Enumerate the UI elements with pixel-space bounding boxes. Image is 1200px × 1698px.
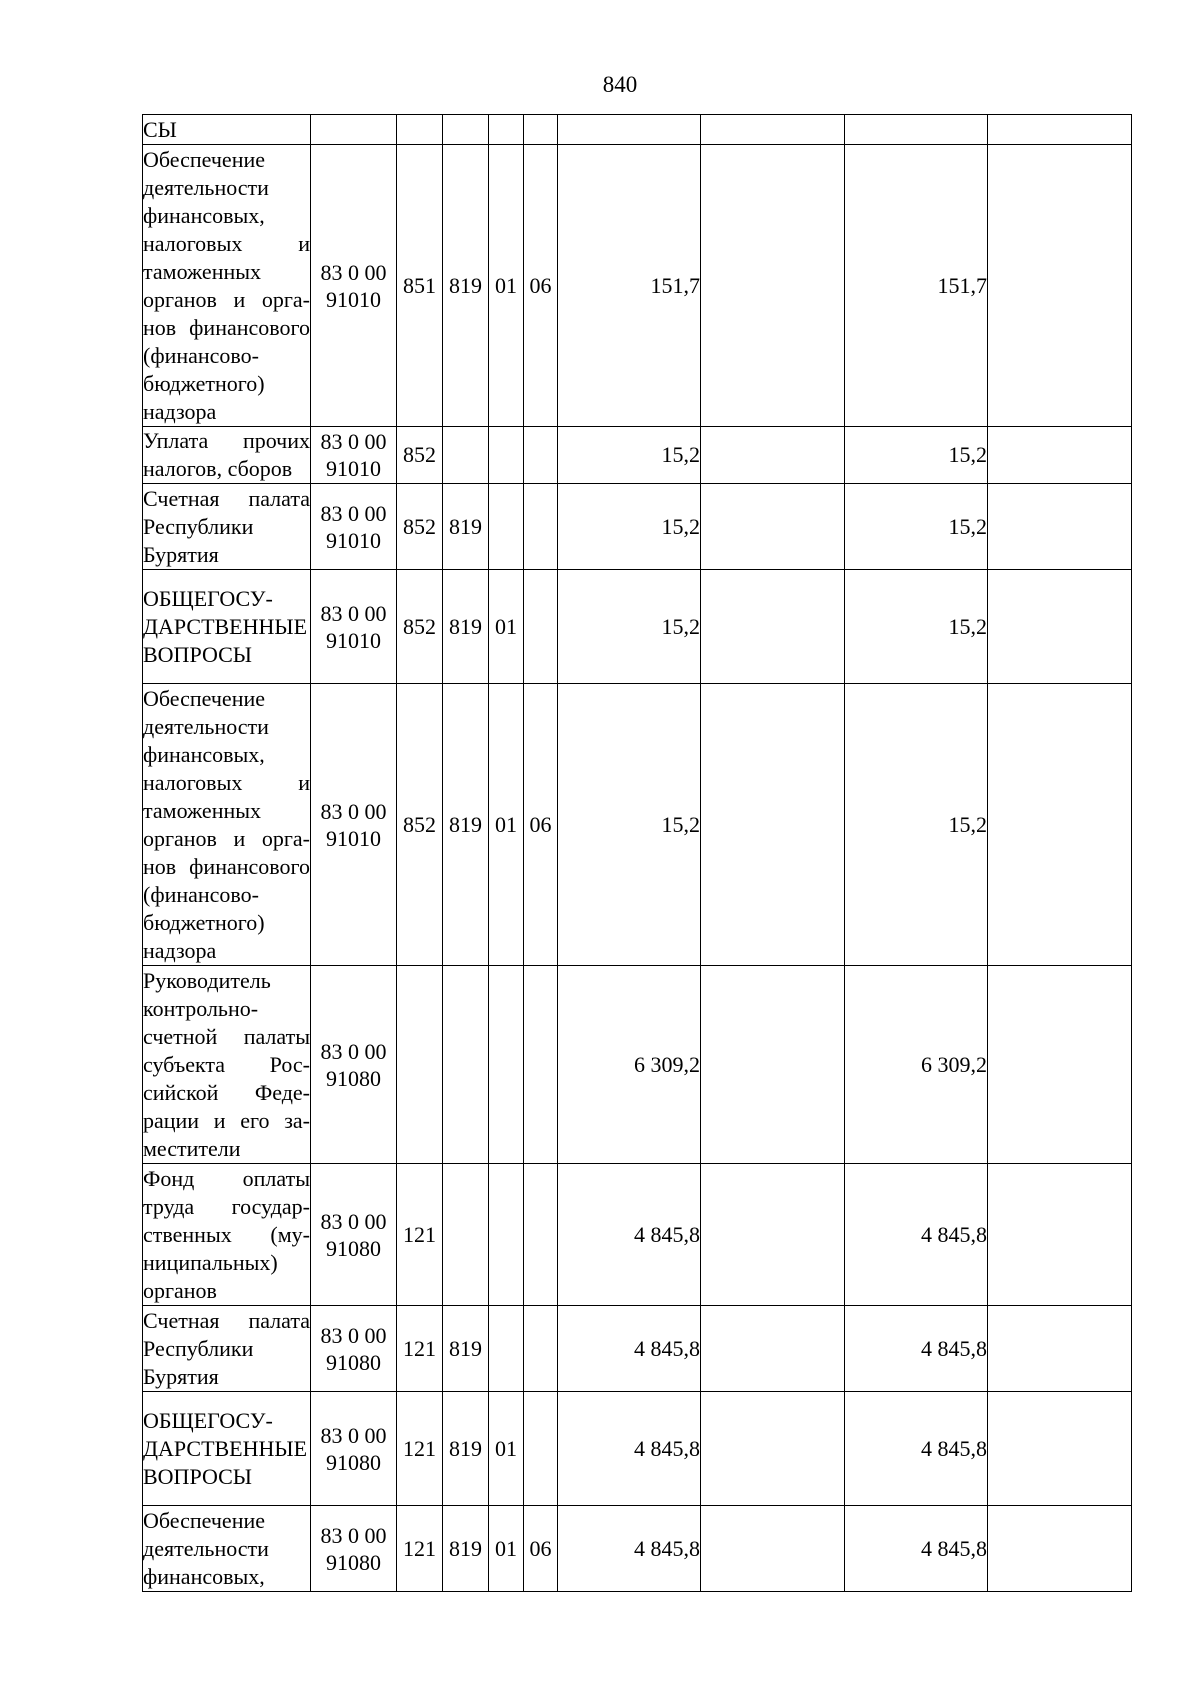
cell-section [489,966,524,1164]
cell-expense-type: 852 [397,427,443,484]
cell-expense-type: 121 [397,1306,443,1392]
cell-ministry [443,1164,489,1306]
cell-name: СЫ [143,115,311,145]
cell-amount-2 [701,484,845,570]
cell-amount-2 [701,684,845,966]
cell-amount-2 [701,427,845,484]
cell-name: Обеспечение деятельности финансовых, налоговых и таможенных органов и органов финансового (финансово-бюджетного) надзора [143,145,311,427]
page-number: 840 [602,72,638,97]
cell-amount-2 [701,1164,845,1306]
cell-section [489,1306,524,1392]
cell-amount-2 [701,570,845,684]
cell-ministry [443,427,489,484]
cell-target-article: 83 0 00 91080 [311,1506,397,1592]
cell-section: 01 [489,570,524,684]
cell-subsection [524,1306,558,1392]
cell-amount-4 [988,115,1132,145]
cell-amount-2 [701,115,845,145]
cell-subsection [524,966,558,1164]
cell-name: Руководитель контрольно-счетной палаты субъекта Российской Федерации и его заместители [143,966,311,1164]
cell-amount-2 [701,966,845,1164]
cell-amount-3: 15,2 [845,427,988,484]
cell-name: ОБЩЕГОСУДАРСТВЕННЫЕ ВОПРОСЫ [143,1392,311,1506]
table-row [143,1506,1132,1592]
cell-amount-4 [988,1392,1132,1506]
cell-amount-1: 4 845,8 [558,1506,701,1592]
cell-amount-3: 6 309,2 [845,966,988,1164]
cell-name: Фонд оплаты труда государственных (муниципальных) органов [143,1164,311,1306]
cell-amount-4 [988,1506,1132,1592]
cell-amount-2 [701,145,845,427]
cell-amount-2 [701,1392,845,1506]
cell-subsection [524,427,558,484]
cell-amount-1: 151,7 [558,145,701,427]
cell-target-article: 83 0 00 91010 [311,145,397,427]
budget-table [142,114,1132,1592]
table-row [143,115,1132,145]
cell-ministry: 819 [443,1306,489,1392]
cell-amount-4 [988,570,1132,684]
cell-section: 01 [489,1506,524,1592]
cell-amount-4 [988,484,1132,570]
cell-ministry: 819 [443,1506,489,1592]
cell-section [489,1164,524,1306]
table-row [143,1392,1132,1506]
cell-amount-4 [988,684,1132,966]
cell-section: 01 [489,145,524,427]
table-row [143,570,1132,684]
cell-expense-type: 121 [397,1164,443,1306]
cell-expense-type: 852 [397,570,443,684]
cell-amount-4 [988,145,1132,427]
table-body [143,115,1132,1592]
cell-name: Счетная палата Республики Бурятия [143,1306,311,1392]
cell-expense-type: 121 [397,1506,443,1592]
cell-target-article: 83 0 00 91010 [311,570,397,684]
cell-name: ОБЩЕГОСУДАРСТВЕННЫЕ ВОПРОСЫ [143,570,311,684]
cell-expense-type [397,115,443,145]
cell-amount-1: 15,2 [558,684,701,966]
cell-amount-3: 4 845,8 [845,1306,988,1392]
cell-amount-3: 15,2 [845,570,988,684]
cell-amount-3: 4 845,8 [845,1164,988,1306]
cell-section: 01 [489,684,524,966]
table-row [143,684,1132,966]
cell-target-article: 83 0 00 91010 [311,484,397,570]
cell-expense-type: 851 [397,145,443,427]
cell-amount-3: 151,7 [845,145,988,427]
table-row [143,1164,1132,1306]
cell-amount-2 [701,1506,845,1592]
cell-subsection [524,115,558,145]
cell-amount-4 [988,1164,1132,1306]
cell-target-article: 83 0 00 91080 [311,1306,397,1392]
table-row [143,484,1132,570]
cell-subsection: 06 [524,1506,558,1592]
table-row [143,966,1132,1164]
cell-amount-3: 4 845,8 [845,1392,988,1506]
cell-section [489,427,524,484]
cell-section: 01 [489,1392,524,1506]
cell-name: Обеспечение деятельности финансовых, налоговых и таможенных органов и органов финансового (финансово-бюджетного) надзора [143,684,311,966]
cell-ministry: 819 [443,1392,489,1506]
cell-target-article: 83 0 00 91010 [311,427,397,484]
cell-amount-3: 15,2 [845,684,988,966]
cell-expense-type: 121 [397,1392,443,1506]
cell-target-article: 83 0 00 91080 [311,1392,397,1506]
cell-subsection [524,1164,558,1306]
cell-expense-type: 852 [397,484,443,570]
cell-expense-type: 852 [397,684,443,966]
cell-ministry: 819 [443,684,489,966]
cell-target-article: 83 0 00 91010 [311,684,397,966]
cell-amount-4 [988,1306,1132,1392]
cell-name: Обеспечение деятельности финансовых, [143,1506,311,1592]
cell-amount-3 [845,115,988,145]
cell-amount-1: 15,2 [558,484,701,570]
cell-name: Уплата прочих налогов, сборов [143,427,311,484]
cell-amount-1: 4 845,8 [558,1164,701,1306]
cell-section [489,484,524,570]
cell-ministry: 819 [443,484,489,570]
cell-section [489,115,524,145]
table-row [143,427,1132,484]
cell-subsection [524,1392,558,1506]
cell-ministry [443,966,489,1164]
cell-amount-3: 15,2 [845,484,988,570]
cell-amount-1: 15,2 [558,570,701,684]
cell-amount-1 [558,115,701,145]
cell-amount-2 [701,1306,845,1392]
cell-ministry: 819 [443,145,489,427]
cell-amount-4 [988,966,1132,1164]
table-row [143,1306,1132,1392]
table-row [143,145,1132,427]
cell-ministry: 819 [443,570,489,684]
cell-amount-1: 4 845,8 [558,1392,701,1506]
cell-name: Счетная палата Республики Бурятия [143,484,311,570]
cell-amount-1: 4 845,8 [558,1306,701,1392]
cell-amount-1: 6 309,2 [558,966,701,1164]
cell-amount-4 [988,427,1132,484]
cell-expense-type [397,966,443,1164]
cell-subsection [524,570,558,684]
cell-subsection: 06 [524,145,558,427]
cell-amount-1: 15,2 [558,427,701,484]
cell-target-article [311,115,397,145]
cell-target-article: 83 0 00 91080 [311,1164,397,1306]
cell-ministry [443,115,489,145]
cell-target-article: 83 0 00 91080 [311,966,397,1164]
cell-subsection: 06 [524,684,558,966]
cell-amount-3: 4 845,8 [845,1506,988,1592]
cell-subsection [524,484,558,570]
